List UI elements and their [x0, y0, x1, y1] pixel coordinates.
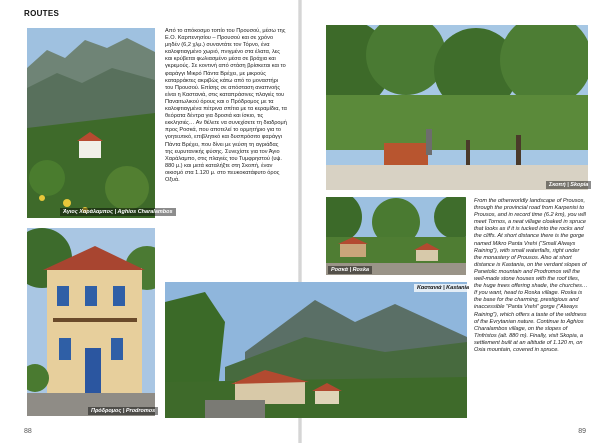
- photo-aghios-charalambos: [27, 28, 155, 218]
- photo-kastania: [165, 282, 467, 418]
- mountain-valley-image: [165, 282, 467, 418]
- photo-skopia: [326, 25, 588, 190]
- village-square-image: [326, 25, 588, 190]
- caption-skopia: Σκοπή | Skopia: [546, 181, 591, 189]
- stone-house-image: [27, 228, 155, 416]
- roska-village-image: [326, 197, 466, 275]
- photo-roska: [326, 197, 466, 275]
- mountain-village-image: [27, 28, 155, 218]
- greek-body-text: Από το απόκοσμο τοπίο του Προυσού, μέσω της Ε.Ο. Καρπενησίου – Προυσού και σε χρόνο μηδέν (6,2 χλμ.) συναντάτε τον Τόρνο, ένα καλοφτιαγμένο χωριό, πνιγμένο στα έλατα, λες και κρύβεται φωλιασμένο μέσα σε βράχια και γκρεμούς. Σε κοντινή από στάση βρίσκεται και το φαράγγι Μικρό Πάντα Βρέχει, με μικρούς καταρράκτες ακριβώς κάτω από το μοναστήρι του Προυσού. Επίσης σε απόσταση αναπνοής είναι η Καστανιά, στις καταπράσινες πλαγιές του Παναιτωλικού όρους και ο Πρόδρομος με τα καλοφτιαγμένα πέτρινα σπίτια με τα κεραμίδια, τα θεόρατα δέντρα για δροσιά και ίσκιο, τις εκκλησιές… Αν θέλετε να συνεχίσετε τη διαδρομή προς Ροσκά, που αποτελεί το ορμητήριο για το γοητευτικό, επιβλητικό και δυσπρόσιτο φαράγγι Πάντα Βρέχει, που δίνει με γεύση τη αγριάδας της ευρυτανικής φύσης. Συνεχίστε για τον Άγιο Χαράλαμπο, στις πλαγιές του Τυμφρηστού (υψ. 880 μ.) και μετά καταλήξτε στη Σκοπή, έναν οικισμό στα 1.120 μ. στο πευκοκατάφυτο όρος Οξυά.: [165, 28, 287, 183]
- page-number-right: 89: [578, 428, 586, 435]
- caption-kastania: Καστανιά | Kastania: [414, 284, 472, 292]
- photo-prodromos: [27, 228, 155, 416]
- caption-prodromos: Πρόδρομος | Prodromos: [88, 407, 158, 415]
- section-header: ROUTES: [24, 9, 60, 18]
- page-number-left: 88: [24, 428, 32, 435]
- english-body-text: From the otherworldly landscape of Prousos, through the provincial road from Karpenisi to Prousos, and in record time (6.2 km), you will meet Tornos, a neat village cloaked in spruce that looks as if it is tucked into the rocks and the cliffs. At short distance there is the gorge named Mikro Panta Vrehi (“Small Always Raining”), with small waterfalls, right under the monastery of Prousos. Also at short distance is Kastania, on the verdant slopes of Panetolic mountain and Prodromos will the well-made stone houses with the roof tiles, the huge trees offering shade, the churches… If you want, head to Roska village. Roska is the base for the charming, prestigious and inaccessible “Panta Vrehi” gorge (“Always Raining”), which offers a taste of the wildness of the Evrytanian nature. Continue to Aghios Charalambos village, on the slopes of Tinfristos (alt. 880 m). Finally, visit Skopia, a settlement built at an altitude of 1.120 m, on Oxia mountain, covered in spruce.: [474, 198, 588, 353]
- caption-roska: Ροσκά | Roska: [328, 266, 372, 274]
- caption-aghios-charalambos: Άγιος Χαράλαμπος | Aghios Charalambos: [60, 208, 176, 216]
